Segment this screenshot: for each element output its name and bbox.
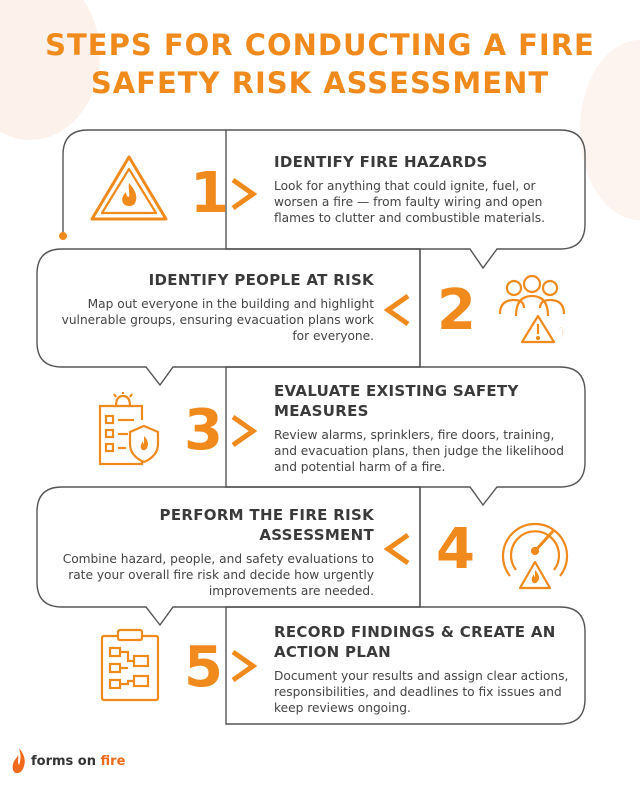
brand-name: forms on fire — [31, 753, 126, 769]
step-heading: ASSESSMENT — [259, 526, 374, 544]
step-description: Document your results and assign clear actions, responsibilities, and deadlines to fix issues and keep reviews ongoing. — [274, 669, 569, 715]
step-text — [274, 152, 564, 226]
step-heading: RECORD FINDINGS & CREATE AN — [274, 623, 556, 641]
gauge-warning-icon — [496, 512, 574, 594]
step-text — [60, 505, 374, 599]
step-heading: EVALUATE EXISTING SAFETY — [274, 382, 519, 400]
step-description: Map out everyone in the building and highlight vulnerable groups, ensuring evacuation plans work for everyone. — [61, 297, 374, 343]
step-heading: PERFORM THE FIRE RISK — [159, 506, 374, 524]
step-number: 3 — [184, 398, 223, 463]
step-text — [274, 381, 566, 475]
fire-warning-triangle-icon — [88, 153, 170, 227]
clipboard-flowchart-icon — [98, 628, 162, 706]
step-description: Look for anything that could ignite, fuel, or worsen a fire — from faulty wiring and open flames to clutter and combustible materials. — [274, 179, 545, 225]
page-title: STEPS FOR CONDUCTING A FIRE SAFETY RISK ASSESSMENT — [45, 28, 595, 100]
step-heading: MEASURES — [274, 402, 369, 420]
step-text — [54, 270, 374, 344]
flame-logo-icon — [12, 748, 26, 774]
step-number: 2 — [437, 278, 476, 343]
step-heading: ACTION PLAN — [274, 643, 391, 661]
step-number: 5 — [184, 635, 223, 700]
step-description: Combine hazard, people, and safety evaluations to rate your overall fire risk and decide how urgently improvements are needed. — [62, 552, 374, 598]
people-warning-icon — [494, 272, 570, 348]
step-heading: IDENTIFY PEOPLE AT RISK — [148, 271, 374, 289]
step-description: Review alarms, sprinklers, fire doors, training, and evacuation plans, then judge the likelihood and potential harm of a fire. — [274, 428, 564, 474]
brand-logo — [12, 748, 125, 774]
step-text — [274, 622, 574, 716]
step-heading: IDENTIFY FIRE HAZARDS — [274, 153, 488, 171]
checklist-alarm-icon — [96, 392, 166, 472]
step-number: 4 — [436, 517, 475, 582]
step-number: 1 — [190, 161, 229, 226]
